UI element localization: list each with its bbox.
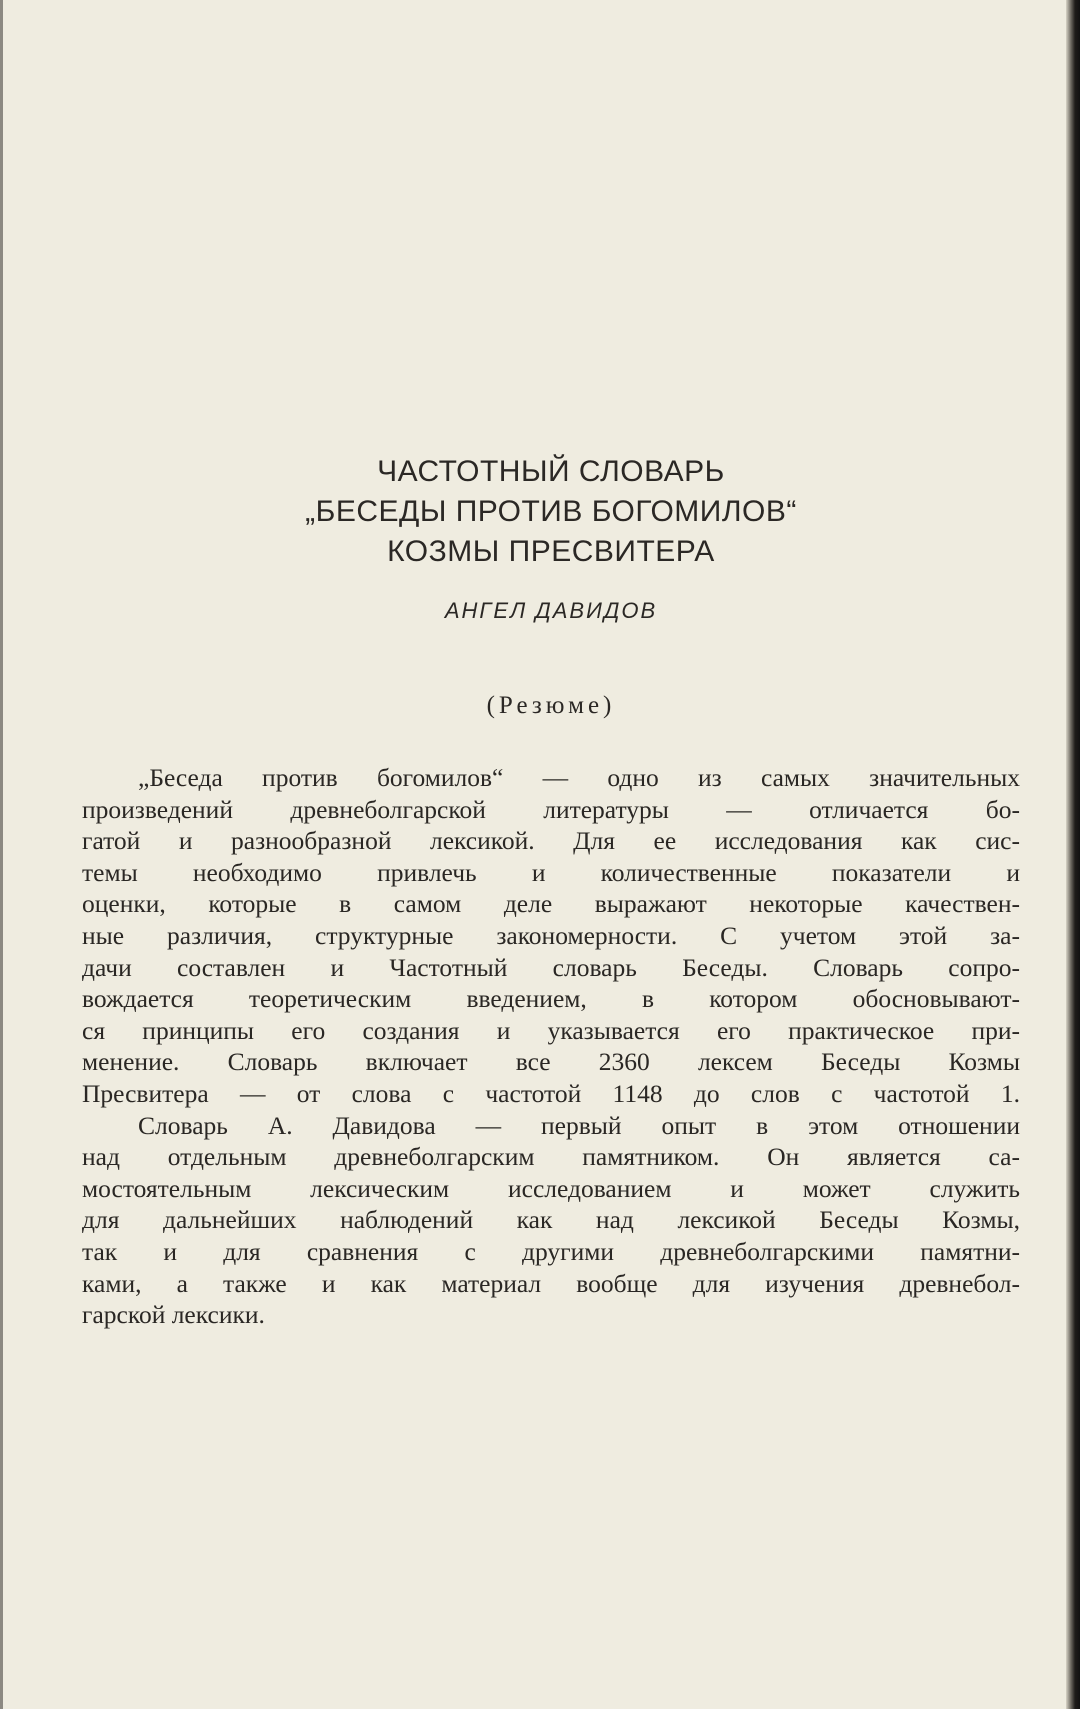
author-name: АНГЕЛ ДАВИДОВ [444,598,658,623]
paragraph-1 [82,762,1020,1110]
text-line: оценки, которые в самом деле выражают некоторые качествен- [82,889,1020,919]
text-line: темы необходимо привлечь и количественные показатели и [82,857,1020,887]
text-line: произведений древнеболгарской литературы — отличается бо- [82,794,1020,824]
text-line: Пресвитера — от слова с частотой 1148 до слов с частотой 1. [82,1078,1020,1108]
summary-body [82,762,1020,1331]
text-line: менение. Словарь включает все 2360 лексем Беседы Козмы [82,1047,1020,1077]
paragraph-2 [82,1110,1020,1331]
text-line: так и для сравнения с другими древнеболгарскими памятни- [82,1236,1020,1266]
title-line-2: „БЕСЕДЫ ПРОТИВ БОГОМИЛОВ“ [305,495,797,528]
text-line: Словарь А. Давидова — первый опыт в этом отношении [138,1110,1020,1140]
article-title [82,452,1020,572]
text-line: для дальнейших наблюдений как над лексикой Беседы Козмы, [82,1205,1020,1235]
text-line: дачи составлен и Частотный словарь Беседы. Словарь сопро- [82,952,1020,982]
text-line: вождается теоретическим введением, в котором обосновывают- [82,984,1020,1014]
text-line: ся принципы его создания и указывается его практическое при- [82,1015,1020,1045]
text-line: гарской лексики. [82,1300,265,1330]
title-line-3: КОЗМЫ ПРЕСВИТЕРА [387,535,715,568]
text-line: гатой и разнообразной лексикой. Для ее исследования как сис- [82,826,1020,856]
page-left-edge [0,0,3,1709]
title-line-1: ЧАСТОТНЫЙ СЛОВАРЬ [377,455,725,488]
text-line: над отдельным древнеболгарским памятником. Он является са- [82,1142,1020,1172]
text-line: мостоятельным лексическим исследованием и может служить [82,1173,1020,1203]
text-line: ные различия, структурные закономерности. С учетом этой за- [82,920,1020,950]
resume-heading: (Резюме) [486,692,616,719]
book-spine-shadow [1066,0,1080,1709]
text-line: „Беседа против богомилов“ — одно из самых значительных [138,763,1020,792]
text-line: ками, а также и как материал вообще для изучения древнебол- [82,1268,1020,1298]
